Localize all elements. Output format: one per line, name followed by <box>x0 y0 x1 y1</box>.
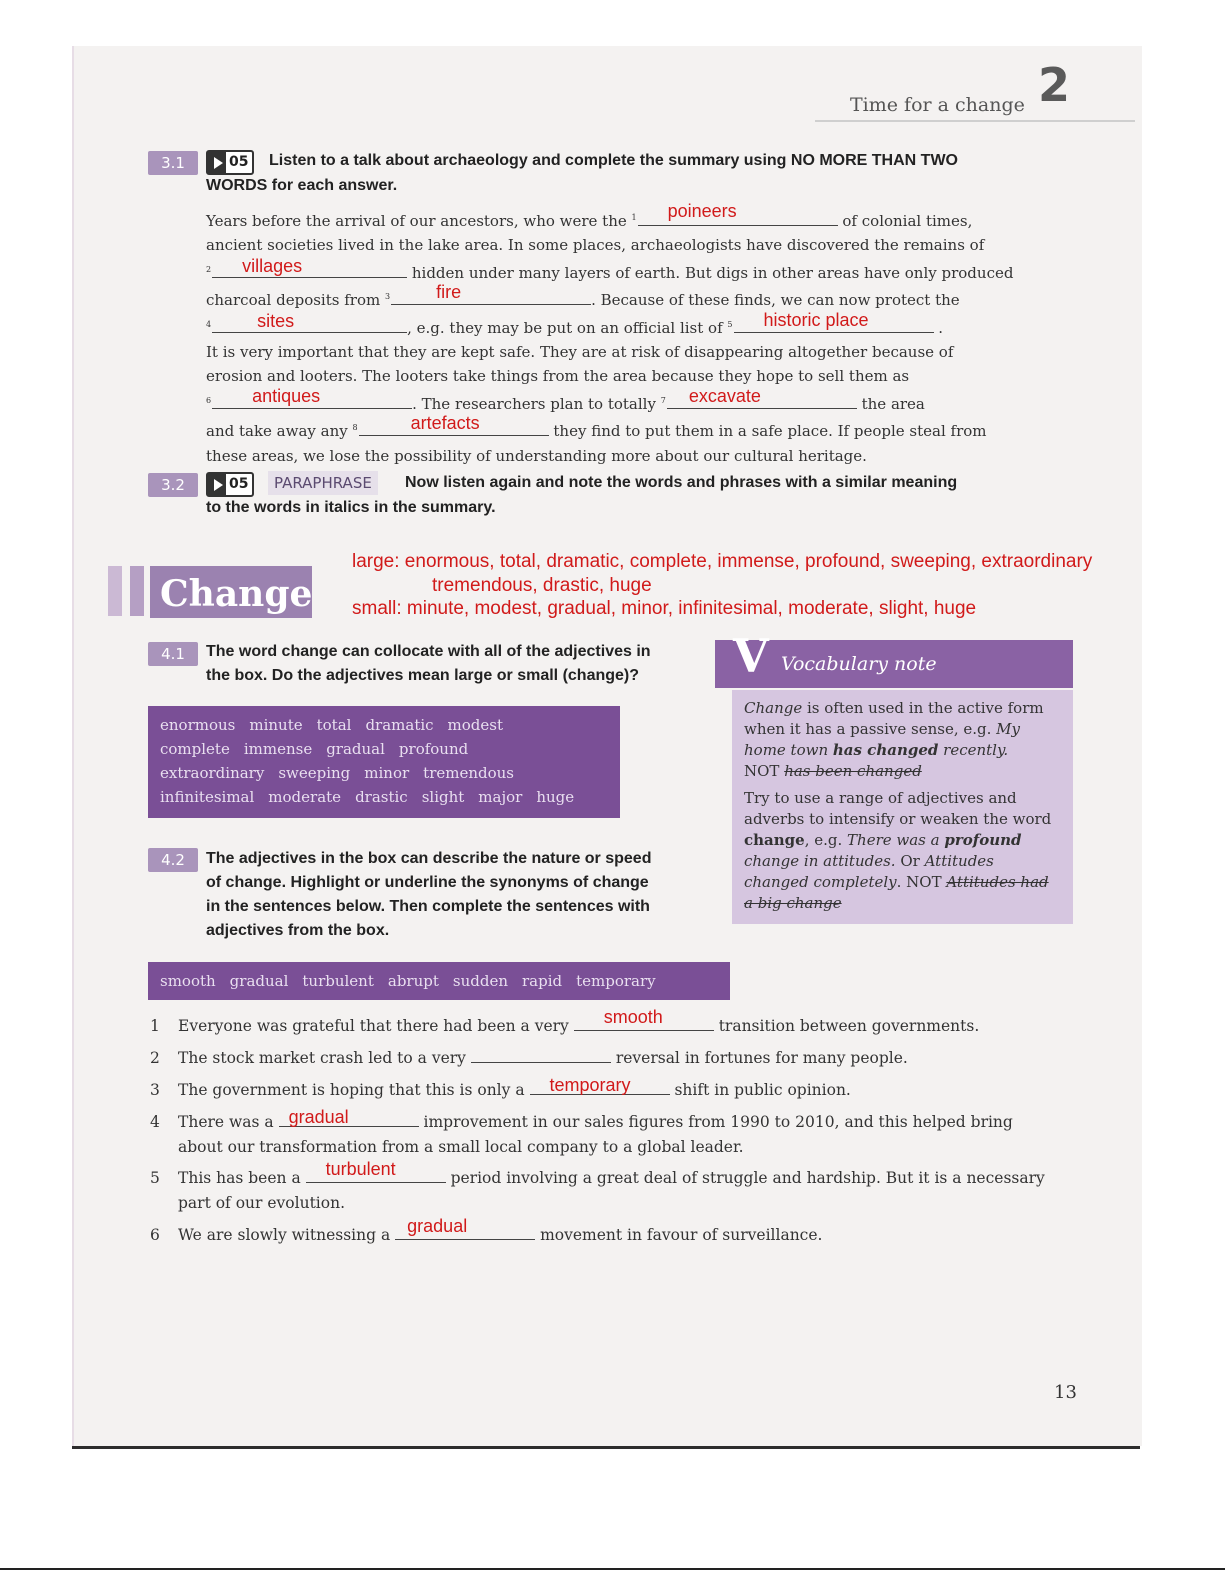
sentence-answer-1: smooth <box>603 1007 663 1027</box>
answer-8: artefacts <box>410 413 480 434</box>
sentence-answer-3: temporary <box>549 1075 631 1095</box>
play-icon <box>208 474 226 495</box>
vocabulary-v-icon: V <box>733 629 769 683</box>
word: tremendous <box>423 764 514 782</box>
exercise-instruction: The word change can collocate with all of the adjectives in <box>206 643 651 660</box>
sentence-6 <box>150 1216 823 1248</box>
exercise-instruction: to the words in italics in the summary. <box>206 499 496 516</box>
sentence-number: 2 <box>150 1049 160 1067</box>
unit-number: 2 <box>1038 58 1071 112</box>
answer-3: fire <box>436 282 462 303</box>
text: erosion and looters. The looters take things from the area because they hope to sell them as <box>206 367 910 386</box>
sentence-gap-2[interactable] <box>471 1048 611 1063</box>
sentence-gap-1[interactable] <box>574 1007 714 1031</box>
text: has changed <box>832 741 939 759</box>
gap-2[interactable] <box>212 255 407 278</box>
word: total <box>316 716 352 734</box>
answer-5: historic place <box>763 309 869 330</box>
text: the area <box>861 394 925 413</box>
answer-4: sites <box>257 310 295 331</box>
text: of colonial times, <box>842 212 973 230</box>
text: Years before the arrival of our ancestors, who were the <box>206 212 627 230</box>
handwritten-note-small: small: minute, modest, gradual, minor, infinitesimal, moderate, slight, huge <box>352 598 977 619</box>
word: sudden <box>452 972 508 990</box>
text: hidden under many layers of earth. But digs in other areas have only produced <box>411 263 1014 282</box>
exercise-instruction: Now listen again and note the words and phrases with a similar meaning <box>405 474 958 491</box>
text: ancient societies lived in the lake area. In some places, archaeologists have discovered the remains of <box>206 236 985 255</box>
header-rule <box>815 120 1135 122</box>
gap-7[interactable] <box>667 385 857 409</box>
text: Everyone was grateful that there had been a very <box>178 1017 569 1035</box>
chapter-title: Time for a change <box>850 94 1025 116</box>
sentence-gap-6[interactable] <box>395 1216 535 1240</box>
word: moderate <box>268 788 342 806</box>
sentence-number: 4 <box>150 1113 160 1131</box>
audio-track-button[interactable] <box>206 150 254 175</box>
answer-2: villages <box>242 255 303 276</box>
text: and take away any <box>206 422 348 441</box>
answer-6: antiques <box>252 385 321 406</box>
word-row <box>160 761 608 785</box>
text: There was a <box>178 1113 274 1131</box>
word-row <box>160 713 608 737</box>
adjective-word-box <box>148 706 620 818</box>
page-number: 13 <box>1054 1382 1077 1403</box>
word: immense <box>243 740 313 758</box>
vocab-paragraph-2 <box>744 788 1061 914</box>
word: turbulent <box>302 972 374 990</box>
word: profound <box>398 740 469 758</box>
vocab-paragraph-1 <box>744 698 1061 782</box>
word: slight <box>421 788 465 806</box>
text: period involving a great deal of struggle and hardship. But it is a necessary <box>450 1169 1045 1187</box>
word-row <box>160 785 608 809</box>
text: reversal in fortunes for many people. <box>615 1049 908 1067</box>
exercise-instruction: the box. Do the adjectives mean large or small (change)? <box>206 667 640 684</box>
gap-number: 7 <box>660 395 666 405</box>
text: , e.g. they may be put on an official list of <box>407 318 723 337</box>
text: profound <box>944 831 1022 849</box>
text: improvement in our sales figures from 1990 to 2010, and this helped bring <box>423 1113 1013 1131</box>
exercise-tag: 3.1 <box>148 151 198 175</box>
scan-edge <box>0 1568 1225 1570</box>
word: enormous <box>160 716 236 734</box>
text: This has been a <box>178 1169 301 1187</box>
text: is often used in the active form when it has a passive sense, e.g. <box>744 699 1044 738</box>
answer-1: poineers <box>667 201 737 221</box>
word: minute <box>249 716 303 734</box>
exercise-instruction: in the sentences below. Then complete the sentences with <box>206 898 650 915</box>
gap-3[interactable] <box>391 282 591 305</box>
text: they find to put them in a safe place. If people steal from <box>553 422 987 441</box>
text: There was a <box>847 831 945 849</box>
sentence-answer-6: gradual <box>407 1216 468 1236</box>
text: NOT <box>744 762 785 780</box>
exercise-instruction: The adjectives in the box can describe the nature or speed <box>206 850 652 867</box>
gap-1[interactable] <box>638 201 838 226</box>
text: transition between governments. <box>718 1017 980 1035</box>
text: . The researchers plan to totally <box>412 394 656 413</box>
word: huge <box>536 788 575 806</box>
vocabulary-note-title: Vocabulary note <box>781 653 937 675</box>
text: It is very important that they are kept safe. They are at risk of disappearing altogether because of <box>206 343 954 362</box>
text: Try to use a range of adjectives and adverbs to intensify or weaken the word <box>744 789 1052 828</box>
word: dramatic <box>365 716 434 734</box>
text: recently. <box>938 741 1009 759</box>
sentence-number: 6 <box>150 1226 160 1244</box>
text: Attitudes changed completely <box>744 852 994 891</box>
text: these areas, we lose the possibility of understanding more about our cultural heritage. <box>206 446 867 465</box>
adjective-word-box-2 <box>148 962 730 1000</box>
text: . NOT <box>896 873 947 891</box>
sentence-answer-5: turbulent <box>325 1159 396 1179</box>
sentence-gap-3[interactable] <box>530 1075 670 1095</box>
word: complete <box>160 740 230 758</box>
text: . <box>938 318 944 337</box>
text: , e.g. <box>804 831 848 849</box>
handwritten-note-large: large: enormous, total, dramatic, complete, immense, profound, sweeping, extraordinary <box>352 551 1093 572</box>
text: charcoal deposits from <box>206 291 381 310</box>
word: abrupt <box>387 972 439 990</box>
audio-track-button[interactable] <box>206 472 254 497</box>
text: movement in favour of surveillance. <box>540 1226 823 1244</box>
text: We are slowly witnessing a <box>178 1226 391 1244</box>
sentence-1 <box>150 1007 980 1039</box>
sentence-gap-4[interactable] <box>279 1107 419 1127</box>
gap-number: 4 <box>206 319 212 329</box>
gap-number: 8 <box>352 423 358 433</box>
text: The government is hoping that this is only a <box>178 1081 525 1099</box>
exercise-instruction: of change. Highlight or underline the synonyms of change <box>206 874 649 891</box>
text: shift in public opinion. <box>674 1081 851 1099</box>
exercise-instruction: WORDS for each answer. <box>206 177 398 194</box>
gap-5[interactable] <box>734 309 934 333</box>
sentence-answer-4: gradual <box>288 1107 349 1127</box>
exercise-tag: 3.2 <box>148 473 198 497</box>
sentence-5 <box>150 1159 1045 1216</box>
sentence-2 <box>150 1046 908 1071</box>
word: major <box>478 788 523 806</box>
sentence-3 <box>150 1075 851 1103</box>
sentence-number: 1 <box>150 1017 160 1035</box>
word: infinitesimal <box>160 788 255 806</box>
text: part of our evolution. <box>178 1194 346 1212</box>
text: Change <box>744 699 803 717</box>
gap-number: 5 <box>727 319 733 329</box>
vocabulary-note-body <box>732 690 1073 924</box>
word: minor <box>364 764 410 782</box>
audio-track-number: 05 <box>229 154 249 170</box>
text: My home town <box>744 720 1021 759</box>
text: Attitudes had a big change <box>744 873 1049 912</box>
exercise-tag: 4.2 <box>148 848 198 872</box>
sentence-gap-5[interactable] <box>306 1159 446 1183</box>
exercise-instruction: adjectives from the box. <box>206 922 390 939</box>
banner-stripe <box>108 566 122 616</box>
word: extraordinary <box>160 764 265 782</box>
vocabulary-note-header <box>715 629 1073 688</box>
answer-7: excavate <box>688 385 761 406</box>
gap-number: 2 <box>206 264 212 274</box>
word: rapid <box>522 972 563 990</box>
text: about our transformation from a small local company to a global leader. <box>178 1138 744 1156</box>
exercise-tag: 4.1 <box>148 642 198 666</box>
audio-track-number: 05 <box>229 476 249 492</box>
summary-paragraph <box>206 201 1026 468</box>
word-row <box>160 737 608 761</box>
sentence-4 <box>150 1107 1013 1160</box>
text: has been changed <box>784 762 922 780</box>
gap-6[interactable] <box>212 385 412 409</box>
paraphrase-label: PARAPHRASE <box>268 471 378 495</box>
page-edge <box>72 1446 1140 1449</box>
gap-number: 1 <box>631 213 637 222</box>
play-icon <box>208 152 226 173</box>
text: . Because of these finds, we can now protect the <box>591 291 960 310</box>
handwritten-note-large-cont: tremendous, drastic, huge <box>432 575 652 596</box>
word: smooth <box>160 972 216 990</box>
sentence-number: 3 <box>150 1081 160 1099</box>
gap-number: 6 <box>206 395 212 405</box>
banner-stripe <box>130 566 144 616</box>
word: drastic <box>355 788 408 806</box>
text: change <box>744 831 805 849</box>
word: sweeping <box>278 764 351 782</box>
word: modest <box>447 716 504 734</box>
gap-8[interactable] <box>359 413 549 436</box>
exercise-instruction: Listen to a talk about archaeology and complete the summary using NO MORE THAN TWO <box>269 152 958 169</box>
word: gradual <box>326 740 385 758</box>
text: change in attitudes. <box>744 852 896 870</box>
text: The stock market crash led to a very <box>178 1049 466 1067</box>
word: temporary <box>576 972 656 990</box>
word: gradual <box>229 972 289 990</box>
text: Or <box>895 852 925 870</box>
gap-4[interactable] <box>212 310 407 333</box>
gap-number: 3 <box>384 292 391 302</box>
sentence-number: 5 <box>150 1169 160 1187</box>
section-title: Change <box>150 566 312 618</box>
